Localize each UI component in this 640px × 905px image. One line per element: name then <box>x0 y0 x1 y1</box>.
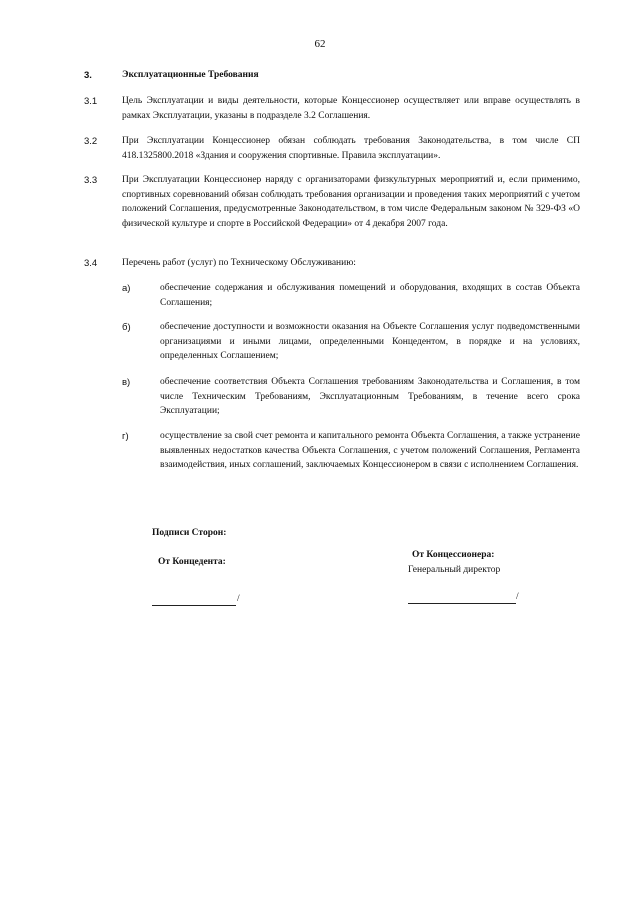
grantor-signature-line <box>152 605 236 606</box>
grantor-signature-slash: / <box>237 594 240 604</box>
concessionaire-label: От Концессионера: <box>412 550 495 560</box>
subitem-letter: б) <box>122 322 131 333</box>
signatures-title: Подписи Сторон: <box>152 528 227 538</box>
subitem-text: обеспечение содержания и обслуживания помещений и оборудования, входящих в состав Объекта Соглашения; <box>160 283 580 308</box>
subitem-letter: в) <box>122 377 131 388</box>
page-number: 62 <box>314 38 326 50</box>
clause-text: При Эксплуатации Концессионер обязан соблюдать требования Законодательства, в том числе СП 418.1325800.2018 «Здания и сооружения спортивные. Правила эксплуатации». <box>122 136 580 161</box>
clause-text: При Эксплуатации Концессионер наряду с организаторами физкультурных мероприятий и, если применимо, спортивных соревнований обязан соблюдать требования организации и проведения таких мероприятий с учетом положений Соглашения, предусмотренные Законодательством, в том числе Федеральным законом № 329-ФЗ «О физической культуре и спорте в Российской Федерации» от 4 декабря 2007 года. <box>122 175 580 229</box>
concessionaire-signature-slash: / <box>516 592 519 602</box>
subitem-text: осуществление за свой счет ремонта и капитального ремонта Объекта Соглашения, а также устранение выявленных недостатков качества Объекта Соглашения, с учетом положений Соглашения, Регламента взаимодействия, иных соглашений, заключаемых Концессионером в связи с исполнением Соглашения. <box>160 431 580 470</box>
grantor-label: От Концедента: <box>158 557 226 567</box>
section-number: 3. <box>84 70 92 81</box>
subitem-text: обеспечение доступности и возможности оказания на Объекте Соглашения услуг подведомственными организациями и иными лицами, определенными Концедентом, в порядке и на условиях, определенных Соглашением; <box>160 322 580 361</box>
clause-number: 3.3 <box>84 175 98 186</box>
subitem-letter: г) <box>122 431 129 442</box>
clause-text: Перечень работ (услуг) по Техническому Обслуживанию: <box>122 258 356 268</box>
subitem-text: обеспечение соответствия Объекта Соглашения требованиям Законодательства и Соглашения, в том числе Техническим Требованиям, Эксплуатационным Требованиям, в течение всего срока Эксплуатации; <box>160 377 580 416</box>
concessionaire-position: Генеральный директор <box>408 565 501 575</box>
section-title: Эксплуатационные Требования <box>122 70 259 80</box>
clause-text: Цель Эксплуатации и виды деятельности, которые Концессионер осуществляет или вправе осуществлять в рамках Эксплуатации, указаны в подразделе 3.2 Соглашения. <box>122 96 580 121</box>
clause-number: 3.1 <box>84 96 98 107</box>
clause-number: 3.2 <box>84 136 98 147</box>
clause-number: 3.4 <box>84 258 98 269</box>
subitem-letter: а) <box>122 283 131 294</box>
concessionaire-signature-line <box>408 603 516 604</box>
